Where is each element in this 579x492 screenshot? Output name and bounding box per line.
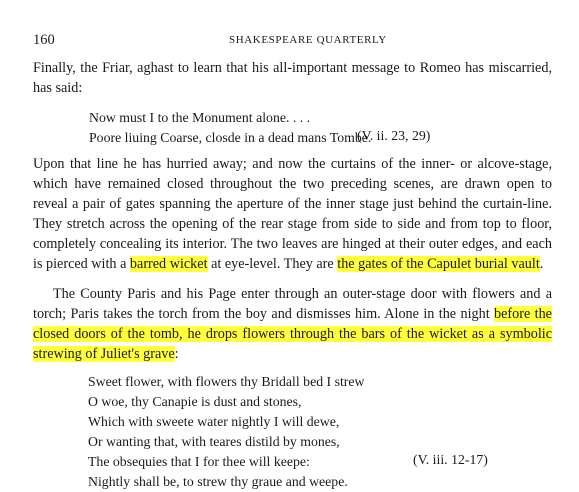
paragraph-2-text-c: .: [539, 256, 544, 272]
verse-line: Nightly shall be, to strew thy graue and weepe.: [88, 474, 348, 489]
running-head: SHAKESPEARE QUARTERLY: [229, 34, 387, 46]
highlight-capulet-vault: the gates of the Capulet burial vault: [337, 256, 540, 272]
verse-quote-1: [89, 108, 371, 148]
paragraph-1: Finally, the Friar, aghast to learn that his all-important message to Romeo has miscarried, has said:: [33, 60, 552, 96]
page-header: [33, 32, 559, 50]
paragraph-2-text-b: at eye-level. They are: [207, 256, 338, 272]
paragraph-3-text-b: :: [174, 346, 179, 362]
verse-line: O woe, thy Canapie is dust and stones,: [88, 394, 302, 409]
page-number: 160: [33, 32, 55, 48]
citation-1: (V. ii. 23, 29): [357, 128, 431, 143]
verse-quote-2: [88, 372, 364, 492]
highlight-tomb-flowers: before the closed doors of the tomb, he drops flowers through the bars of the wicket as a symbolic strewing of Juliet's grave: [33, 306, 552, 362]
paragraph-2: [33, 154, 552, 274]
highlight-barred-wicket: barred wicket: [129, 256, 208, 272]
paragraph-3-text-a: The County Paris and his Page enter through an outer-stage door with flowers and a torch; Paris takes the torch from the boy and dismisses him. Alone in the night: [33, 286, 552, 322]
paragraph-2-text-a: Upon that line he has hurried away; and now the curtains of the inner- or alcove-stage, which have remained closed throughout the two preceding scenes, are drawn open to reveal a pair of gates spanning the aperture of the inner stage just behind the curtain-line. They stretch across the opening of the rear stage from side to side and from top to floor, completely concealing its interior. The two leaves are hinged at their outer edges, and each is pierced with a: [33, 156, 552, 272]
citation-2: (V. iii. 12-17): [413, 452, 488, 467]
verse-line: Now must I to the Monument alone. . . .: [89, 110, 311, 125]
verse-line: The obsequies that I for thee will keepe:: [88, 454, 310, 469]
verse-line: Which with sweete water nightly I will dewe,: [88, 414, 340, 429]
verse-line: Or wanting that, with teares distild by mones,: [88, 434, 340, 449]
verse-line: Sweet flower, with flowers thy Bridall bed I strew: [88, 374, 365, 389]
verse-line: Poore liuing Coarse, closde in a dead mans Tombe.: [89, 130, 372, 145]
paragraph-3: [33, 284, 552, 364]
